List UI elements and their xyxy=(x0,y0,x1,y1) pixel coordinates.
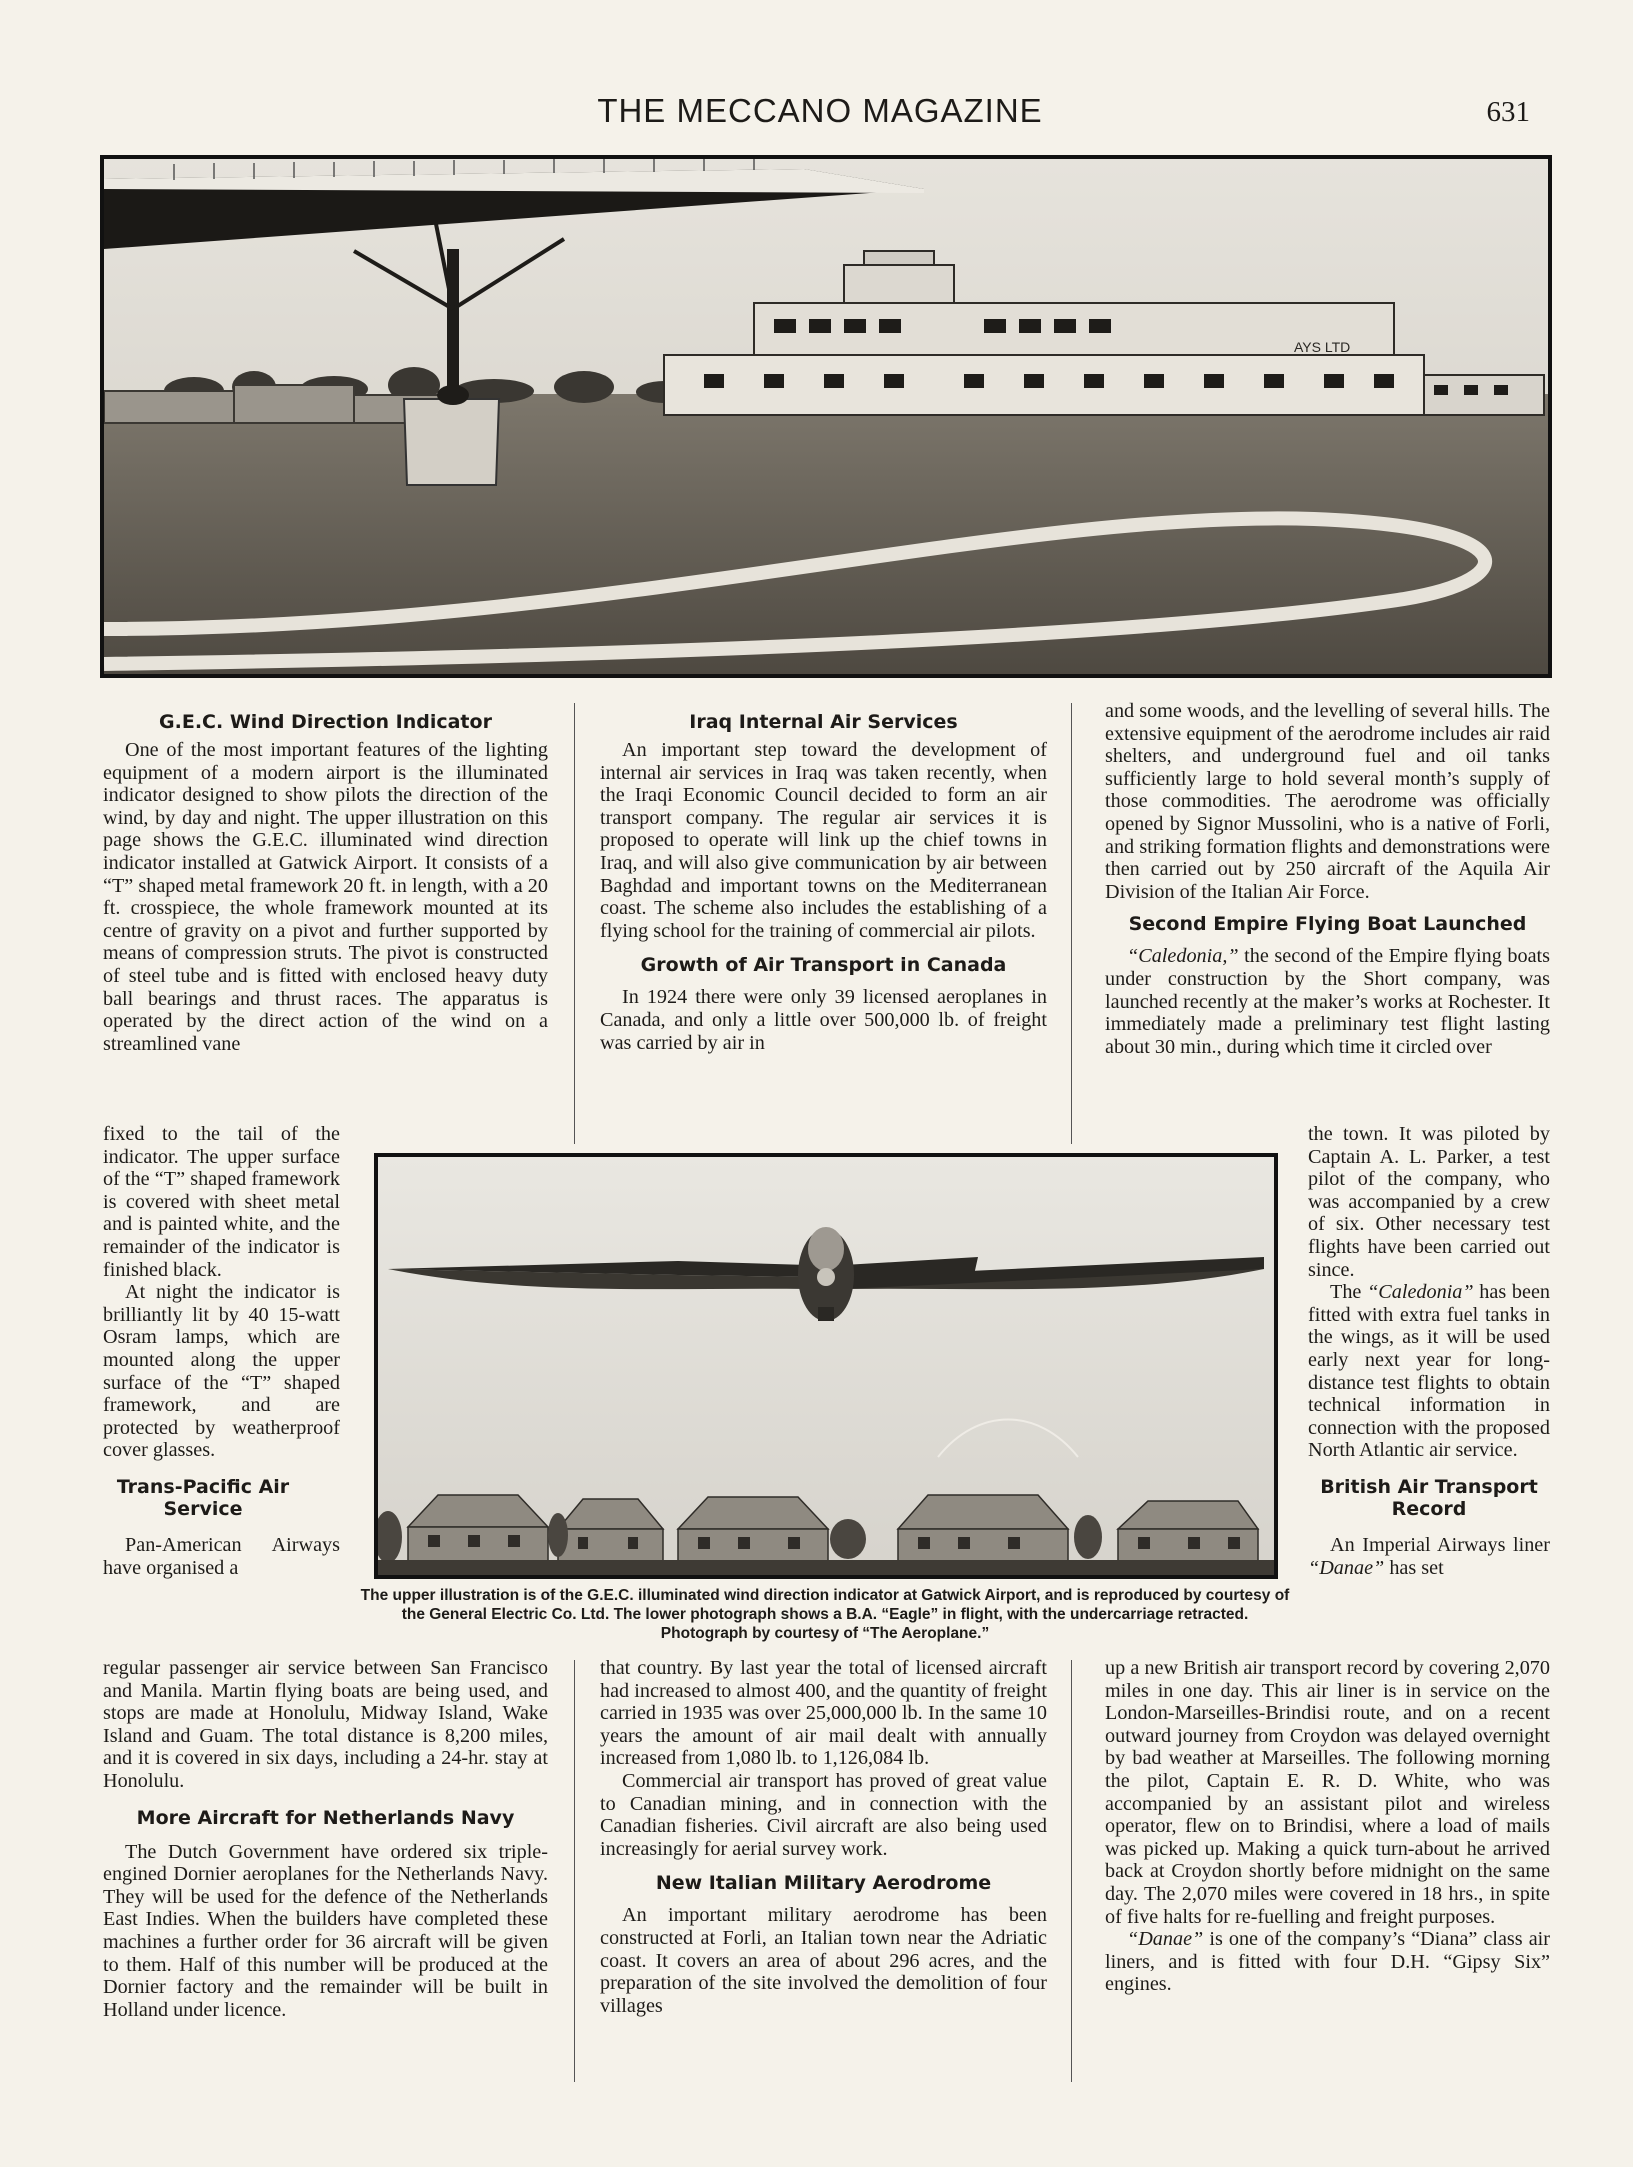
paragraph: One of the most important features of the lighting equipment of a modern airport is the illuminated indicator designed to show pilots the direction of the wind, by day and night. The upper illustration on this page shows the G.E.C. illuminated wind direction indicator installed at Gatwick Airport. It consists of a “T” shaped metal framework 20 ft. in length, with a 20 ft. crosspiece, the whole framework mounted at its centre of gravity on a pivot and further supported by means of compression struts. The pivot is constructed of steel tube and is fitted with enclosed heavy duty ball bearings and thrust races. The apparatus is operated by the direct action of the wind on a streamlined vane xyxy=(103,739,548,1055)
paragraph: An important step toward the development of internal air services in Iraq was taken recently, when the Iraqi Economic Council decided to form an air transport company. The regular air services it is proposed to operate will link up the chief towns in Iraq, and will also give communication by air between Baghdad and important towns on the Mediterranean coast. The scheme also includes the establishing of a flying school for the training of commercial air pilots. xyxy=(600,739,1047,942)
paragraph: “Caledonia,” the second of the Empire flying boats under construction by the Short company, was launched recently at the maker’s works at Rochester. It immediately made a preliminary test flight lasting about 30 min., during which time it circled over xyxy=(1105,945,1550,1058)
ship-name: “Caledonia,” xyxy=(1127,945,1239,968)
column-rule xyxy=(1071,703,1072,1144)
heading-netherlands-navy: More Aircraft for Netherlands Navy xyxy=(136,1806,515,1829)
column-3-bottom xyxy=(1105,1657,1550,1996)
heading-british-record: British Air Transport Record xyxy=(1320,1475,1538,1520)
paragraph: At night the indicator is brilliantly lit by 40 15-watt Osram lamps, which are mounted along the upper surface of the “T” shaped framework, and are protected by weatherproof cover glasses. xyxy=(103,1281,340,1462)
heading-empire-flying-boat: Second Empire Flying Boat Launched xyxy=(1128,913,1527,936)
terminal-sign-text: AYS LTD xyxy=(1294,339,1351,355)
wind-indicator-photo xyxy=(100,155,1552,678)
aircraft-in-flight-photo xyxy=(374,1153,1278,1579)
ship-name: “Caledonia” xyxy=(1367,1281,1474,1304)
paragraph: fixed to the tail of the indicator. The upper surface of the “T” shaped framework is covered with sheet metal and is painted white, and the remainder of the indicator is finished black. xyxy=(103,1123,340,1281)
paragraph: An important military aerodrome has been constructed at Forli, an Italian town near the Adriatic coast. It covers an area of about 296 acres, and the preparation of the site involved the demolition of four villages xyxy=(600,1904,1047,2017)
paragraph: “Danae” is one of the company’s “Diana” class air liners, and is fitted with four D.H. “Gipsy Six” engines. xyxy=(1105,1928,1550,1996)
page-number: 631 xyxy=(1486,96,1530,128)
column-3-narrow xyxy=(1308,1123,1550,1579)
heading-trans-pacific: Trans-Pacific Air Service xyxy=(116,1475,290,1520)
column-1-narrow xyxy=(103,1123,340,1579)
column-3-top xyxy=(1105,700,1550,1058)
heading-wind-indicator: G.E.C. Wind Direction Indicator xyxy=(159,711,492,733)
column-1-top xyxy=(103,711,548,1055)
column-rule xyxy=(574,703,575,1144)
magazine-title: THE MECCANO MAGAZINE xyxy=(597,92,1043,129)
column-2-bottom xyxy=(600,1657,1047,2017)
paragraph: and some woods, and the levelling of several hills. The extensive equipment of the aerodrome includes air raid shelters, and underground fuel and oil tanks sufficiently large to hold several month’s supply of those commodities. The aerodrome was officially opened by Signor Mussolini, who is a native of Forli, and striking formation flights and demonstrations were then carried out by 250 aircraft of the Aquila Air Division of the Italian Air Force. xyxy=(1105,700,1550,903)
column-2-top xyxy=(600,711,1047,1054)
paragraph: that country. By last year the total of licensed aircraft had increased to almost 400, and the quantity of freight carried in 1935 was over 25,000,000 lb. In the same 10 years the amount of air mail dealt with annually increased from 1,080 lb. to 1,126,084 lb. xyxy=(600,1657,1047,1770)
paragraph: up a new British air transport record by covering 2,070 miles in one day. This air liner is in service on the London-Marseilles-Brindisi route, and on a recent outward journey from Croydon was delayed overnight by bad weather at Marseilles. The following morning the pilot, Captain E. R. D. White, who was accompanied by an assistant pilot and wireless operator, flew on to Brindisi, where a load of mails was picked up. Making a quick turn-about he arrived back at Croydon shortly before midnight on the same day. The 2,070 miles were covered in 18 hrs., in spite of five halts for re-fuelling and freight purposes. xyxy=(1105,1657,1550,1928)
heading-canada: Growth of Air Transport in Canada xyxy=(640,954,1007,977)
paragraph: The “Caledonia” has been fitted with extra fuel tanks in the wings, as it will be used early next year for long-distance test flights to obtain technical information in connection with the proposed North Atlantic air service. xyxy=(1308,1281,1550,1462)
ship-name: “Danae” xyxy=(1308,1556,1385,1579)
photo-caption: The upper illustration is of the G.E.C. illuminated wind direction indicator at Gatwick Airport, and is reproduced by courtesy of the General Electric Co. Ltd. The lower photograph shows a B.A. “Eagle” in flight, with the undercarriage retracted. Photograph by courtesy of “The Aeroplane.” xyxy=(360,1587,1290,1642)
paragraph: regular passenger air service between San Francisco and Manila. Martin flying boats are being used, and stops are made at Honolulu, Midway Island, Wake Island and Guam. The total distance is 8,200 miles, and it is covered in six days, including a 24-hr. stay at Honolulu. xyxy=(103,1657,548,1792)
paragraph: The Dutch Government have ordered six triple-engined Dornier aeroplanes for the Netherlands Navy. They will be used for the defence of the Netherlands East Indies. When the builders have completed these machines a further order for 36 aircraft will be given to them. Half of this number will be produced at the Dornier factory and the remainder will be built in Holland under licence. xyxy=(103,1840,548,2021)
heading-italian-aerodrome: New Italian Military Aerodrome xyxy=(655,1872,992,1895)
column-rule xyxy=(574,1660,575,2082)
heading-iraq: Iraq Internal Air Services xyxy=(689,711,958,733)
paragraph: An Imperial Airways liner “Danae” has set xyxy=(1308,1533,1550,1579)
paragraph: Pan-American Airways have organised a xyxy=(103,1533,340,1579)
column-rule xyxy=(1071,1660,1072,2082)
ship-name: “Danae” xyxy=(1127,1928,1204,1951)
paragraph: the town. It was piloted by Captain A. L. Parker, a test pilot of the company, who was accompanied by a crew of six. Other necessary test flights have been carried out since. xyxy=(1308,1123,1550,1281)
column-1-bottom xyxy=(103,1657,548,2021)
paragraph: Commercial air transport has proved of great value to Canadian mining, and in connection with the Canadian fisheries. Civil aircraft are also being used increasingly for aerial survey work. xyxy=(600,1769,1047,1860)
paragraph: In 1924 there were only 39 licensed aeroplanes in Canada, and only a little over 500,000 lb. of freight was carried by air in xyxy=(600,986,1047,1054)
